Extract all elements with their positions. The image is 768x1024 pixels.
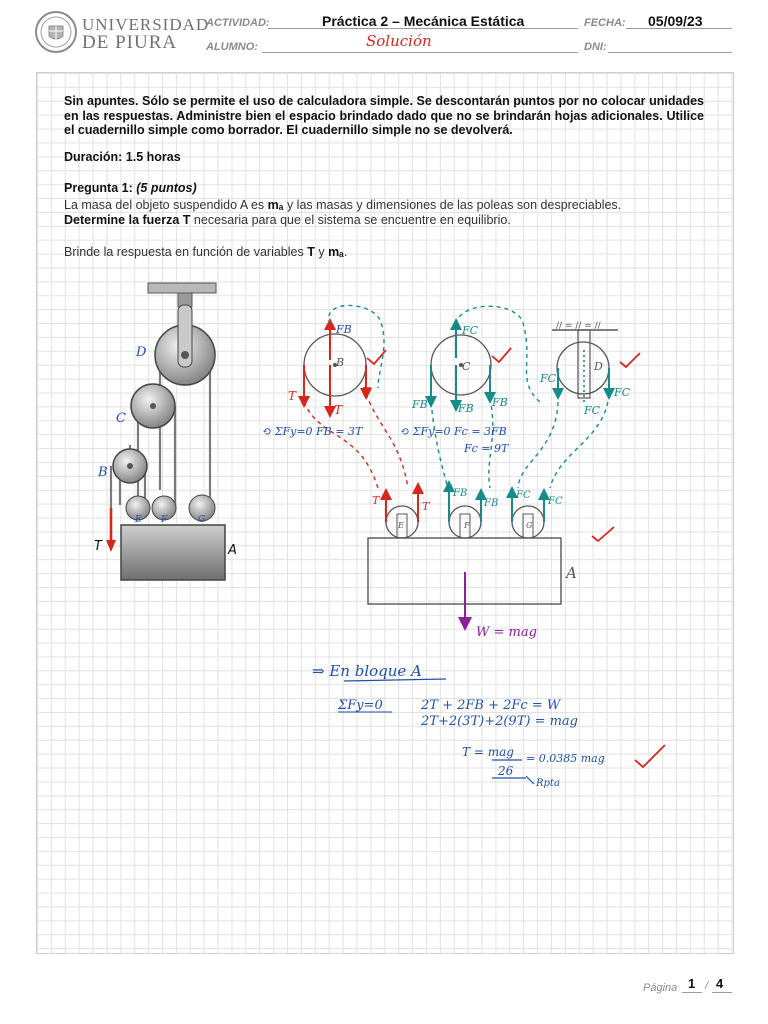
efg-fb-right: FB <box>484 498 499 509</box>
equation-pulley-c2: Fc = 9T <box>464 442 509 455</box>
university-name-line2: DE PIURA <box>82 32 178 53</box>
solution-label-b: B <box>336 356 345 369</box>
fbd-b-t-right: T <box>362 385 371 399</box>
label-pulley-c: C <box>116 411 126 426</box>
answer-lhs: T = mag <box>462 745 514 759</box>
actividad-value: Práctica 2 – Mecánica Estática <box>322 13 525 29</box>
label-force-t: T <box>94 539 102 554</box>
label-pulley-e: E <box>135 515 142 525</box>
fbd-c-fb-mid: FB <box>458 402 474 415</box>
alumno-value: Solución <box>366 32 432 50</box>
answer-rpta: Rpta <box>536 778 560 789</box>
fbd-d-fc-mid: FC <box>584 404 601 417</box>
page-label: Página <box>643 982 678 994</box>
university-name <box>82 16 209 51</box>
solution-label-e: E <box>398 521 404 530</box>
page-number: 1 <box>688 976 696 991</box>
equation-pulley-b: ⟲ ΣFy=0 FB = 3T <box>262 425 363 438</box>
block-a <box>121 525 225 580</box>
answer-note-dot: . <box>343 245 348 259</box>
answer-var-m: mₐ <box>328 245 344 259</box>
answer-instruction <box>64 245 347 259</box>
total-pages-underline <box>712 992 732 993</box>
question-text <box>64 198 704 227</box>
question-number: Pregunta 1: <box>64 181 133 195</box>
alumno-underline <box>262 52 578 53</box>
answer-var-T: T <box>307 245 315 259</box>
solution-label-c: C <box>462 360 471 373</box>
page-header <box>0 0 768 66</box>
check-mark-d <box>620 353 640 367</box>
efg-fb-left: FB <box>453 488 468 499</box>
label-pulley-f: F <box>161 515 168 525</box>
university-name-line1: UNIVERSIDAD <box>82 15 210 34</box>
question-points: (5 puntos) <box>136 181 197 195</box>
fbd-b-t-left: T <box>288 389 297 403</box>
fbd-pulley-c <box>411 324 511 415</box>
fbd-d-fc-right: FC <box>614 386 631 399</box>
efg-t-right: T <box>422 500 430 513</box>
dni-label: DNI: <box>584 41 607 53</box>
fbd-d-fc-left: FC <box>540 372 557 385</box>
fbd-b-t-mid: T <box>334 403 343 417</box>
duration: Duración: 1.5 horas <box>64 150 181 164</box>
answer-note-and: y <box>314 245 329 259</box>
equation-pulley-c1: ⟲ ΣFy=0 Fc = 3FB <box>400 425 507 438</box>
efg-fc-left: FC <box>516 490 531 501</box>
ceiling-plate <box>148 283 216 293</box>
question-title <box>64 181 197 195</box>
fbd-c-fc: FC <box>462 324 479 337</box>
label-block-a: A <box>228 543 237 558</box>
efg-fc-right: FC <box>548 496 563 507</box>
efg-t-left: T <box>372 494 380 507</box>
dni-underline <box>608 52 732 53</box>
solution-label-d: D <box>594 360 603 373</box>
exam-instructions: Sin apuntes. Sólo se permite el uso de calculadora simple. Se descontarán puntos por no colocar unidades en las respuestas. Administre bien el espacio brindado dado que no se brindarán hojas adicionales. Utilice el cuadernillo simple como borrador. El cuadernillo simple no se devolverá. <box>64 94 704 137</box>
weight-label: W = mag <box>476 625 537 640</box>
total-pages: 4 <box>716 976 724 991</box>
question-text-part2: y las masas y dimensiones de las poleas son despreciables. <box>283 198 622 212</box>
label-pulley-d: D <box>136 345 147 360</box>
fecha-label: FECHA: <box>584 17 626 29</box>
university-logo <box>34 10 210 56</box>
fbd-c-fb-right: FB <box>492 396 508 409</box>
question-determine: Determine la fuerza T <box>64 212 191 227</box>
fecha-value: 05/09/23 <box>648 13 703 29</box>
solution-label-a: A <box>566 564 577 582</box>
handwritten-solution <box>260 290 680 810</box>
label-pulley-b: B <box>98 465 108 480</box>
alumno-label: ALUMNO: <box>206 41 258 53</box>
university-seal-icon <box>34 10 78 54</box>
pulley-system-figure <box>90 280 250 590</box>
fbd-pulley-b <box>288 323 386 417</box>
fbd-c-fb-left: FB <box>412 398 428 411</box>
page-number-underline <box>682 992 702 993</box>
answer-rhs: = 0.0385 mag <box>526 752 605 765</box>
svg-text:// = // = //: // = // = // <box>556 321 601 331</box>
check-mark-answer <box>635 745 665 767</box>
label-pulley-g: G <box>198 515 206 525</box>
mass-symbol: mₐ <box>267 198 284 212</box>
solution-label-g: G <box>526 521 533 530</box>
block-a-heading: ⇒ En bloque A <box>312 662 422 680</box>
check-mark-c <box>492 348 511 362</box>
page-separator: / <box>705 980 709 992</box>
fbd-pulley-d <box>539 321 640 417</box>
question-text-part1: La masa del objeto suspendido A es <box>64 198 268 212</box>
question-text-part3: necesaria para que el sistema se encuentre en equilibrio. <box>190 212 511 227</box>
check-mark-efg <box>592 527 614 541</box>
answer-note-text: Brinde la respuesta en función de variables <box>64 245 308 259</box>
fbd-b-fb: FB <box>336 323 352 336</box>
equilibrium-line2: 2T+2(3T)+2(9T) = mag <box>421 714 578 729</box>
sum-forces-label: ΣFy=0 <box>338 698 383 713</box>
equilibrium-line1: 2T + 2FB + 2Fc = W <box>421 698 561 713</box>
actividad-label: ACTIVIDAD: <box>206 17 270 29</box>
solution-label-f: F <box>464 521 470 530</box>
fbd-pulleys-efg <box>372 486 614 541</box>
answer-denominator: 26 <box>498 764 514 778</box>
